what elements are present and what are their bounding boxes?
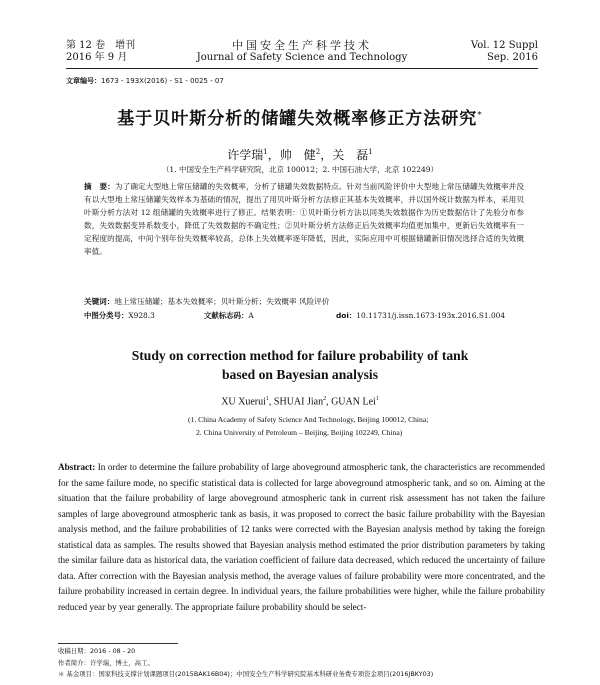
clc-label: 中图分类号： <box>84 311 129 320</box>
author-en-sup: 1 <box>375 396 379 402</box>
authors-english <box>0 396 600 407</box>
issue-date-cn: 2016 年 9 月 <box>66 52 128 63</box>
abstract-english <box>58 460 545 615</box>
affiliation-english <box>188 413 428 439</box>
abstract-en-label: Abstract: <box>58 462 96 472</box>
received-date: 收稿日期：2016 - 08 - 20 <box>58 647 136 655</box>
author-cn-sep: ， <box>320 148 333 162</box>
volume-info-en <box>471 40 538 64</box>
authors-chinese <box>0 146 600 163</box>
author-en-sup: 2 <box>323 396 327 402</box>
clc-code <box>84 310 155 322</box>
author-cn: 帅 健 <box>279 148 316 162</box>
doi-label: doi： <box>336 311 357 320</box>
doi <box>336 310 505 322</box>
footnotes <box>58 646 433 681</box>
doc-value: A <box>248 311 254 320</box>
journal-name <box>66 40 538 64</box>
volume-issue: 第 12 卷 增刊 <box>66 40 136 51</box>
abstract-cn-text: 为了确定大型地上常压储罐的失效概率，分析了储罐失效数据特点。针对当前风险评价中大型地上常压储罐失效概率并没有以大型地上常压储罐失效样本为基础的情况，提出了用贝叶斯分析方法修正其基本失效概率，并以国外统计数据为样本，采用贝叶斯分析方法对 12 组储罐的失效概率进行了修正。结果表明：①贝叶斯分析方法以同类失效数据作为历史数据估计了先验分布参数，失效数据变异系数变小，降低了失效数据的不确定性；②贝叶斯分析方法修正后失效概率均值更加集中，更新后失效概率有一定程度的提高，中间个别年份失效概率较高，总体上失效概率逐年降低，因此，实际应用中可根据储罐新旧情况选择合适的失效概率值。 <box>84 182 524 256</box>
volume-en: Vol. 12 Suppl <box>470 40 538 51</box>
clc-value: X928.3 <box>128 311 155 320</box>
author-en: XU Xuerui <box>221 396 266 408</box>
author-bio: 作者简介：许学瑞，博士，高工。 <box>58 658 154 667</box>
title-chinese-text: 基于贝叶斯分析的储罐失效概率修正方法研究 <box>117 109 478 129</box>
author-cn-sup: 1 <box>263 148 268 156</box>
article-number-label: 文章编号： <box>66 77 101 85</box>
journal-name-cn: 中国安全生产科学技术 <box>232 39 372 52</box>
author-cn: 许学瑞 <box>227 148 264 162</box>
author-cn-sup: 1 <box>368 148 373 156</box>
header-divider <box>66 68 538 69</box>
affiliation-en-line: 2. China University of Petroleum – Beijing, Beijing 102249, China) <box>196 428 403 437</box>
title-fund-mark: * <box>477 110 483 121</box>
author-en: GUAN Lei <box>331 396 376 408</box>
page-header <box>66 40 538 70</box>
abstract-cn-label: 摘 要： <box>84 182 115 191</box>
article-number-value: 1673 - 193X(2016) - S1 - 0025 - 07 <box>101 77 224 85</box>
doc-label: 文献标志码： <box>204 311 249 320</box>
keywords-cn-label: 关键词： <box>84 297 115 306</box>
doi-value: 10.11731/j.issn.1673-193x.2016.S1.004 <box>356 311 506 320</box>
journal-name-en: Journal of Safety Science and Technology <box>196 52 408 63</box>
author-en-sep: , <box>268 396 274 408</box>
title-english <box>70 346 530 384</box>
keywords-cn-text: 地上常压储罐；基本失效概率；贝叶斯分析；失效概率 风险评价 <box>114 297 330 306</box>
abstract-chinese <box>84 180 524 258</box>
author-en-sup: 1 <box>265 396 269 402</box>
abstract-en-text: In order to determine the failure probability of large aboveground atmospheric tank, the characteristics are recommended for the same failure mode, no specific statistical data is collected for large aboveground atmospheric tank, and so on. Aiming at the situation that the failure probability of large aboveground atmospheric tank in current risk assessment has not taken the failure samples of large aboveground atmospheric tank as basis, it was proposed to correct the basic failure probability with the Bayesian analysis method, and the failure probabilities of 12 tanks were corrected with the Bayesian analysis method by taking the foreign statistical data as samples. The results showed that Bayesian analysis method estimated the prior distribution parameters by taking the similar failure data as historical data, the variation coefficient of failure data decreased, which reduced the uncertainty of failure data. After correction with the Bayesian analysis method, the average values of failure probability were more concentrated, and the failure probability increased in certain degree. In individual years, the failure probabilities were higher, while the failure probability reduced year by year generally. The appropriate failure probability should be select- <box>58 462 545 612</box>
fund-info: ＊ 基金项目：国家科技支撑计划课题项目(2015BAK16B04)；中国安全生产科学研究院基本科研业务费专项资金项目(2016JBKY03) <box>58 670 434 678</box>
author-cn-sep: ， <box>267 148 280 162</box>
author-en-sep: , <box>326 396 332 408</box>
title-en-line: based on Bayesian analysis <box>222 367 378 382</box>
issue-date-en: Sep. 2016 <box>487 52 538 63</box>
affiliation-chinese: （1. 中国安全生产科学研究院，北京 100012；2. 中国石油大学，北京 102249） <box>161 165 439 174</box>
author-cn-sup: 2 <box>315 148 321 156</box>
affiliation-en-line: (1. China Academy of Safety Science And Technology, Beijing 100012, China; <box>188 415 429 424</box>
article-number <box>66 76 224 86</box>
document-code <box>204 310 254 322</box>
title-en-line: Study on correction method for failure probability of tank <box>131 348 469 363</box>
title-chinese <box>0 104 600 129</box>
keywords-chinese <box>84 296 524 308</box>
author-en: SHUAI Jian <box>273 396 324 408</box>
author-cn: 关 磊 <box>332 148 369 162</box>
footnote-divider <box>58 643 178 644</box>
